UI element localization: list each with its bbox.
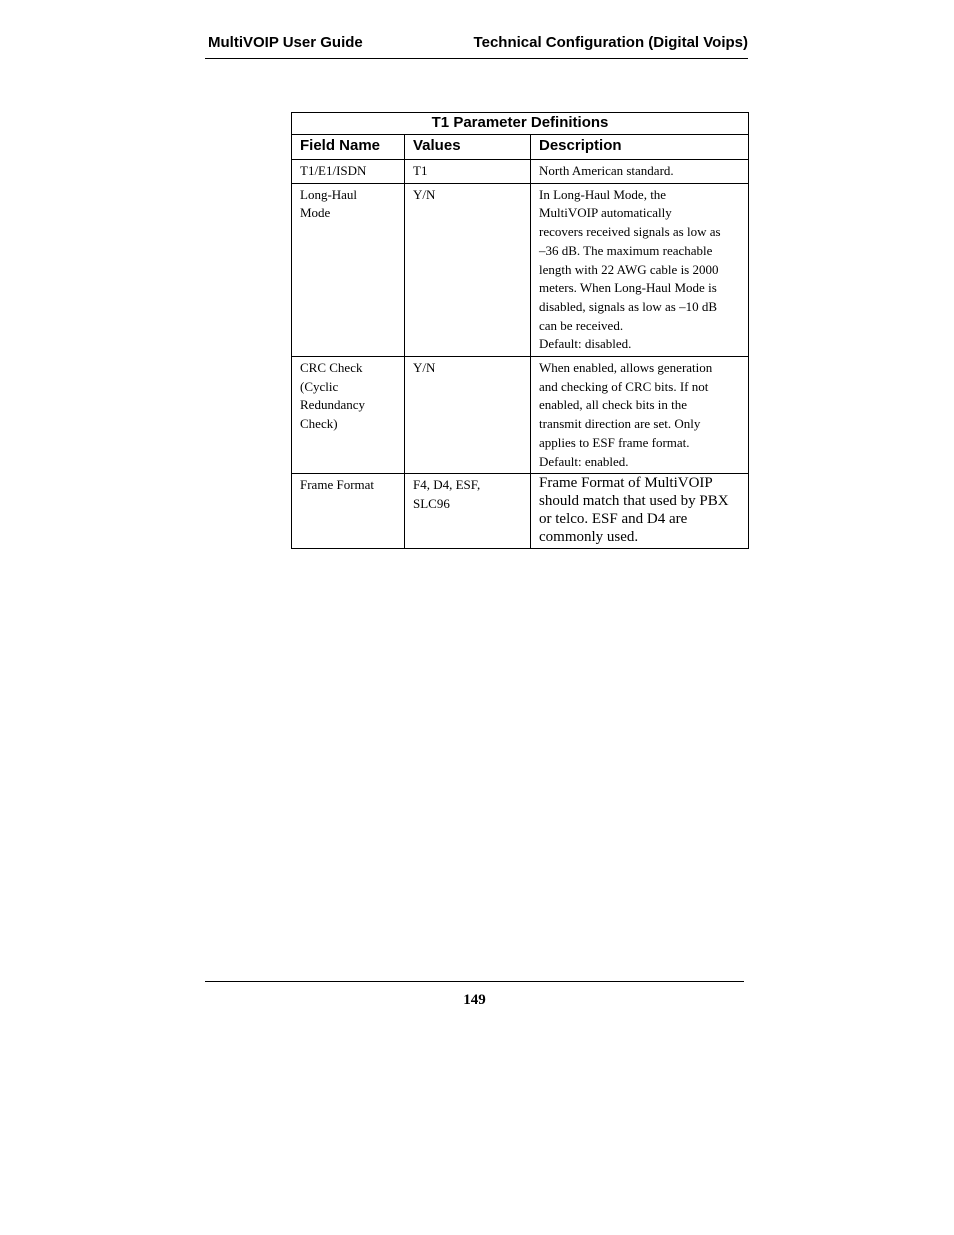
table-row xyxy=(292,357,749,474)
cell-line: –36 dB. The maximum reachable xyxy=(539,242,713,258)
cell-line: Redundancy xyxy=(300,397,365,413)
t1-parameter-table xyxy=(291,112,749,549)
description-cell xyxy=(531,474,749,549)
table-row xyxy=(292,183,749,356)
cell-line: Mode xyxy=(300,205,331,221)
header-section-title: Technical Configuration (Digital Voips) xyxy=(473,34,748,51)
field-name-cell xyxy=(292,160,405,184)
footer-divider xyxy=(205,981,744,982)
cell-line: MultiVOIP automatically xyxy=(539,205,672,221)
field-name-cell xyxy=(292,183,405,356)
cell-line: (Cyclic xyxy=(300,378,339,394)
table-caption-row xyxy=(292,113,749,135)
cell-line: disabled, signals as low as –10 dB xyxy=(539,298,718,314)
cell-line: Y/N xyxy=(413,186,436,202)
cell-line: In Long-Haul Mode, the xyxy=(539,186,667,202)
cell-line: enabled, all check bits in the xyxy=(539,397,688,413)
cell-line: Default: disabled. xyxy=(539,336,632,352)
values-cell xyxy=(405,474,531,549)
cell-line: F4, D4, ESF, xyxy=(413,477,481,493)
cell-line: When enabled, allows generation xyxy=(539,360,713,376)
cell-line: commonly used. xyxy=(539,529,639,546)
cell-line: recovers received signals as low as xyxy=(539,224,721,240)
page-number: 149 xyxy=(463,992,486,1008)
cell-line: Frame Format of MultiVOIP xyxy=(539,475,713,492)
cell-line: applies to ESF frame format. xyxy=(539,434,690,450)
cell-line: CRC Check xyxy=(300,360,363,376)
table-caption: T1 Parameter Definitions xyxy=(292,113,749,135)
description-cell xyxy=(531,357,749,474)
cell-line: transmit direction are set. Only xyxy=(539,416,701,432)
field-name-cell xyxy=(292,474,405,549)
cell-line: North American standard. xyxy=(539,163,674,178)
values-cell xyxy=(405,357,531,474)
cell-line: Frame Format xyxy=(300,477,375,493)
cell-line: meters. When Long-Haul Mode is xyxy=(539,280,717,296)
page-header xyxy=(205,33,748,59)
cell-line: length with 22 AWG cable is 2000 xyxy=(539,261,719,277)
field-name-cell xyxy=(292,357,405,474)
values-cell xyxy=(405,160,531,184)
table-row xyxy=(292,474,749,549)
cell-line: SLC96 xyxy=(413,495,450,511)
column-header-values: Values xyxy=(405,135,531,160)
header-document-title: MultiVOIP User Guide xyxy=(208,34,363,51)
column-header-description: Description xyxy=(531,135,749,160)
cell-line: should match that used by PBX xyxy=(539,493,729,510)
cell-line: Y/N xyxy=(413,360,436,376)
cell-line: and checking of CRC bits. If not xyxy=(539,378,709,394)
column-header-field-name: Field Name xyxy=(292,135,405,160)
cell-line: Default: enabled. xyxy=(539,453,629,469)
cell-line: or telco. ESF and D4 are xyxy=(539,511,688,528)
cell-line: Check) xyxy=(300,416,338,432)
cell-line: Long-Haul xyxy=(300,186,358,202)
description-cell xyxy=(531,160,749,184)
cell-line: T1 xyxy=(413,163,428,178)
values-cell xyxy=(405,183,531,356)
cell-line: T1/E1/ISDN xyxy=(300,163,367,178)
table-row xyxy=(292,160,749,184)
table-header-row xyxy=(292,135,749,160)
description-cell xyxy=(531,183,749,356)
cell-line: can be received. xyxy=(539,317,624,333)
